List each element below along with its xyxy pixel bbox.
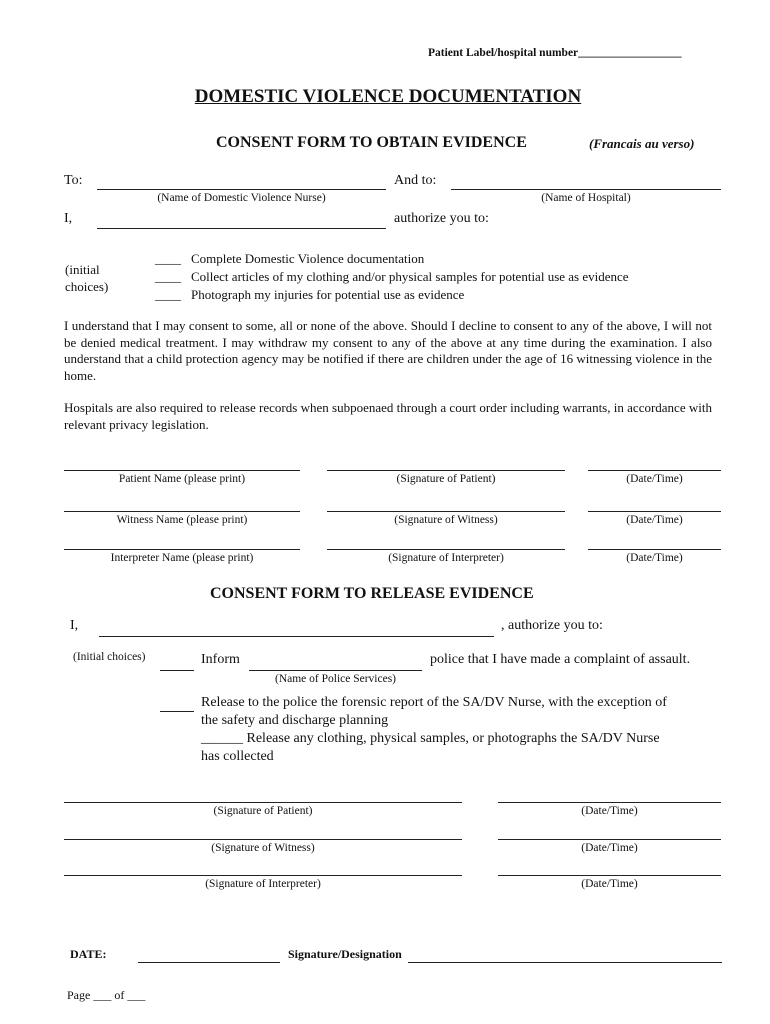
initial-label-line-1: (initial	[65, 262, 100, 277]
choice-text: Complete Domestic Violence documentation	[191, 251, 425, 266]
name-line[interactable]	[64, 470, 300, 471]
choice-item[interactable]	[155, 286, 629, 304]
choice-item[interactable]	[155, 250, 629, 268]
release-authorize-label: , authorize you to:	[501, 618, 603, 633]
date-line[interactable]	[588, 511, 721, 512]
name-caption: Witness Name (please print)	[116, 514, 248, 526]
date-line[interactable]	[588, 470, 721, 471]
signature-caption: (Signature of Witness)	[211, 842, 315, 854]
hospital-name-line[interactable]	[451, 189, 721, 190]
signature-line[interactable]	[64, 839, 462, 840]
signature-line[interactable]	[327, 470, 565, 471]
page-number: Page ___ of ___	[67, 988, 146, 1002]
obtain-choices-list	[155, 250, 629, 304]
date-caption: (Date/Time)	[581, 878, 638, 890]
date-label: DATE:	[70, 947, 107, 961]
document-title-text: DOMESTIC VIOLENCE DOCUMENTATION	[194, 86, 582, 107]
and-to-label: And to:	[394, 173, 437, 188]
patient-name-line[interactable]	[97, 228, 386, 229]
name-caption: Interpreter Name (please print)	[110, 552, 254, 564]
release-text-line: has collected	[201, 749, 274, 764]
to-label: To:	[64, 173, 83, 188]
choice-text: Photograph my injuries for potential use as evidence	[191, 287, 465, 302]
date-caption: (Date/Time)	[581, 805, 638, 817]
release-text-line: Release to the police the forensic report of the SA/DV Nurse, with the exception of	[201, 695, 667, 710]
authorize-label: authorize you to:	[394, 211, 489, 226]
name-caption: Patient Name (please print)	[118, 473, 246, 485]
document-title	[0, 86, 770, 108]
date-caption: (Date/Time)	[626, 514, 683, 526]
signature-caption: (Signature of Patient)	[396, 473, 496, 485]
date-line[interactable]	[498, 802, 721, 803]
release-text-line: the safety and discharge planning	[201, 713, 389, 728]
signature-line[interactable]	[64, 875, 462, 876]
police-service-line[interactable]	[249, 670, 422, 671]
signature-line[interactable]	[327, 511, 565, 512]
signature-caption: (Signature of Witness)	[394, 514, 498, 526]
release-report-initial-blank[interactable]	[160, 711, 194, 712]
french-note: (Francais au verso)	[589, 136, 695, 151]
hospital-caption: (Name of Hospital)	[541, 192, 631, 204]
signature-line[interactable]	[327, 549, 565, 550]
release-i-label: I,	[70, 618, 79, 633]
date-line[interactable]	[498, 839, 721, 840]
nurse-name-line[interactable]	[97, 189, 386, 190]
date-line[interactable]	[498, 875, 721, 876]
signature-caption: (Signature of Interpreter)	[388, 552, 504, 564]
consent-paragraph-2: Hospitals are also required to release records when subpoenaed through a court order including warrants, in accordance with relevant privacy legislation.	[64, 400, 712, 432]
release-text-block	[201, 694, 667, 766]
choice-text: Collect articles of my clothing and/or physical samples for potential use as evidence	[191, 269, 629, 284]
name-line[interactable]	[64, 511, 300, 512]
nurse-caption: (Name of Domestic Violence Nurse)	[157, 192, 326, 204]
police-caption: (Name of Police Services)	[274, 673, 397, 685]
i-label: I,	[64, 211, 73, 226]
signature-designation-label: Signature/Designation	[288, 947, 402, 961]
choice-blank[interactable]: ____	[155, 269, 181, 284]
patient-label-field: Patient Label/hospital number__________________	[428, 47, 682, 59]
release-patient-name-line[interactable]	[99, 636, 494, 637]
signature-line[interactable]	[64, 802, 462, 803]
choice-blank[interactable]: ____	[155, 287, 181, 302]
release-initial-choices: (Initial choices)	[73, 651, 146, 663]
release-heading: CONSENT FORM TO RELEASE EVIDENCE	[210, 585, 534, 602]
date-caption: (Date/Time)	[626, 473, 683, 485]
choice-blank[interactable]: ____	[155, 251, 181, 266]
initial-choices-label	[65, 261, 108, 295]
inform-label: Inform	[201, 652, 240, 667]
inform-initial-blank[interactable]	[160, 670, 194, 671]
name-line[interactable]	[64, 549, 300, 550]
footer-date-line[interactable]	[138, 962, 280, 963]
date-caption: (Date/Time)	[581, 842, 638, 854]
release-text-line: ______ Release any clothing, physical samples, or photographs the SA/DV Nurse	[201, 731, 660, 746]
obtain-heading: CONSENT FORM TO OBTAIN EVIDENCE	[216, 134, 527, 151]
date-line[interactable]	[588, 549, 721, 550]
date-caption: (Date/Time)	[626, 552, 683, 564]
signature-caption: (Signature of Interpreter)	[205, 878, 321, 890]
initial-label-line-2: choices)	[65, 279, 109, 294]
signature-designation-line[interactable]	[408, 962, 722, 963]
consent-paragraph-1: I understand that I may consent to some, all or none of the above. Should I decline to consent to any of the above, I will not be denied medical treatment. I may withdraw my consent to any of the above at any time during the examination. I also understand that a child protection agency may be notified if there are children under the age of 16 witnessing violence in the home.	[64, 318, 712, 383]
signature-caption: (Signature of Patient)	[213, 805, 313, 817]
choice-item[interactable]	[155, 268, 629, 286]
inform-rest: police that I have made a complaint of assault.	[430, 652, 691, 667]
